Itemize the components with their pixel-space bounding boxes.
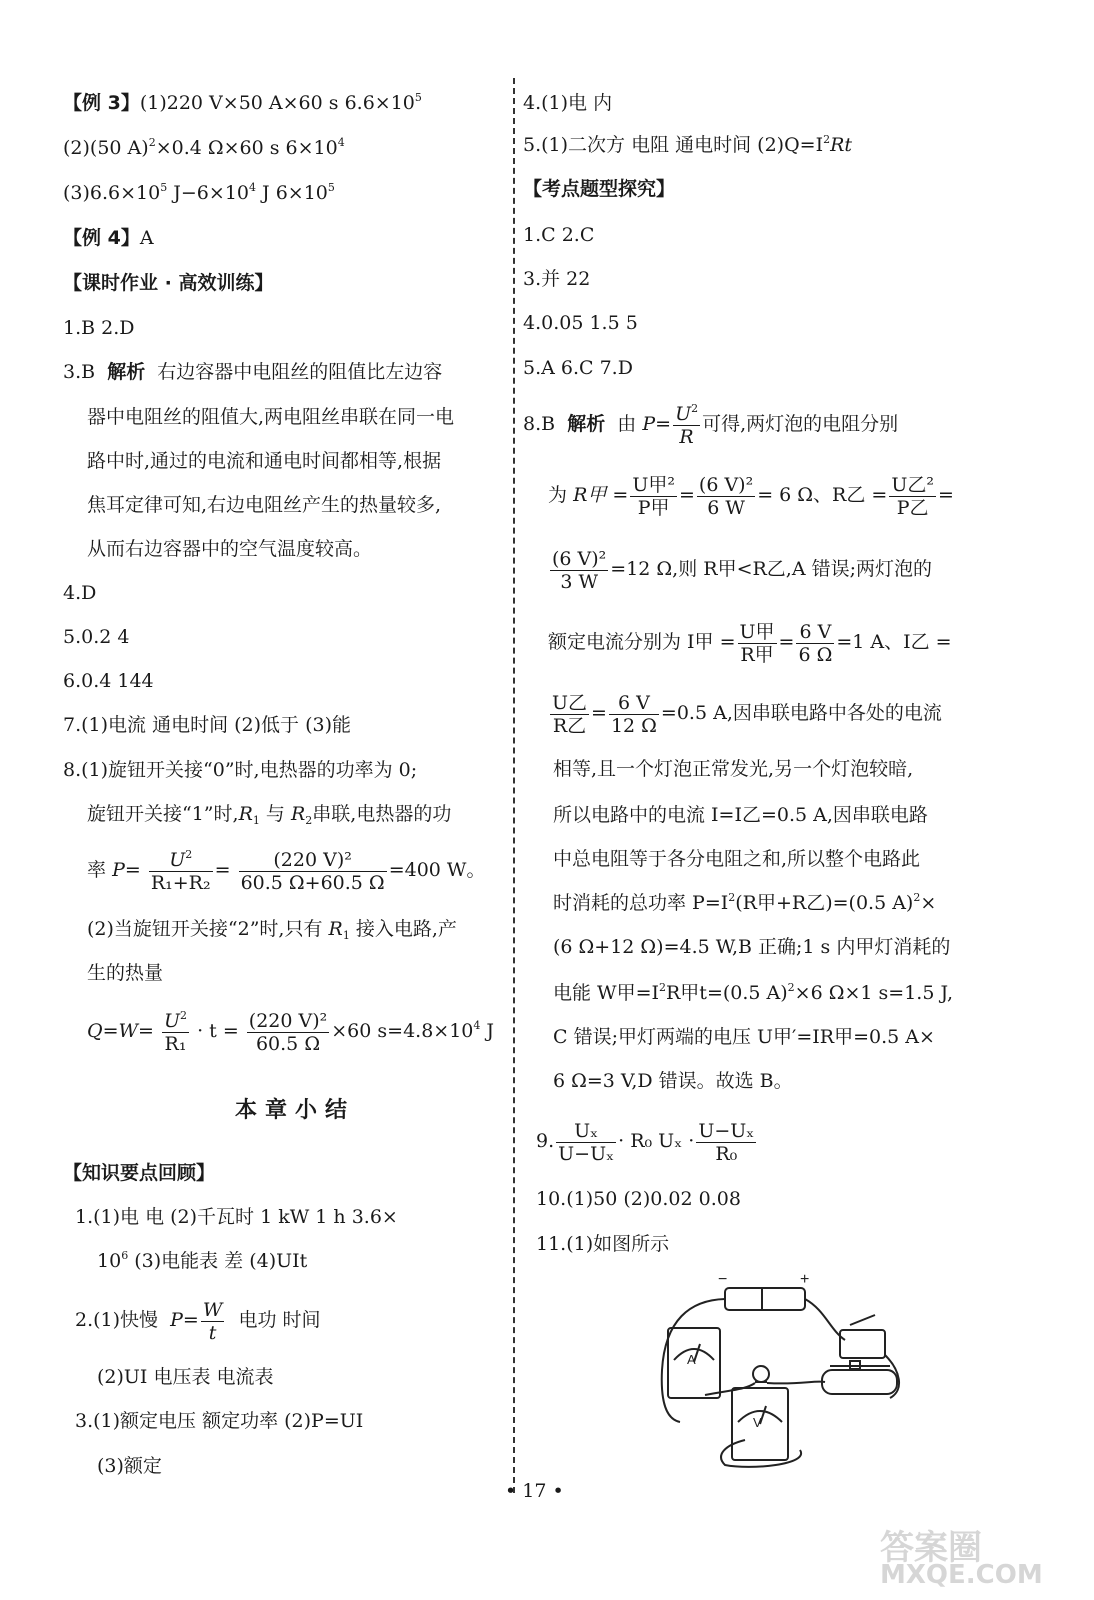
example-4: 【例 4】A bbox=[63, 227, 154, 249]
exam-8-line-13: 6 Ω=3 V,D 错误。故选 B。 bbox=[553, 1070, 793, 1092]
exam-8-line-5: U乙 R乙 = $\frac{6 V}{12 \Omega}$ =0.5 A,因串联电路中各处的电流 bbox=[552, 691, 942, 737]
fraction: $\frac{6 V}{6 \Omega}$ bbox=[798, 620, 833, 666]
fraction: U甲² P甲 bbox=[632, 473, 675, 519]
homework-8-line-2: 旋钮开关接“1”时$,R_1$ 与 $R_2$串联,电热器的功 bbox=[87, 803, 452, 827]
knowledge-1-line-1: 1.(1)电 电 (2)千瓦时 1 kW 1 h 3.6× bbox=[75, 1206, 398, 1228]
chapter-summary-title: 本章小结 bbox=[235, 1098, 356, 1123]
homework-heading: 【课时作业 · 高效训练】 bbox=[63, 272, 274, 294]
homework-3-line-4: 焦耳定律可知,右边电阻丝产生的热量较多, bbox=[87, 494, 442, 516]
exam-8-line-12: C 错误;甲灯两端的电压 U甲′=IR甲=0.5 A× bbox=[553, 1026, 935, 1048]
switch bbox=[840, 1330, 885, 1358]
fraction: U乙 R乙 bbox=[552, 691, 588, 737]
fraction: $\frac{\text{(6 V)²}}{6 W}$ bbox=[698, 473, 754, 519]
example-3-line-2: (2)(50 A)$^2$×0.4 Ω×60 s $6\times 10^4$ bbox=[63, 136, 345, 159]
exam-8-line-9: 时消耗的总功率 $P=I^2(R$甲+R乙)=(0.5 A)$^2$× bbox=[553, 891, 937, 914]
exam-8-line-10: (6 Ω+12 Ω)=4.5 W,B 正确;1 s 内甲灯消耗的 bbox=[553, 936, 951, 958]
fraction: $\frac{6 V}{12 \Omega}$ bbox=[610, 691, 657, 737]
exam-3: 3.并 22 bbox=[523, 268, 591, 290]
exam-5-6-7: 5.A 6.C 7.D bbox=[523, 357, 633, 379]
example-3-line-3: $(3)6.6\times 10^5$ $J-6\times 10^4$ J $6\times 10^5$ bbox=[63, 181, 335, 204]
knowledge-3-line-1: 3.(1)额定电压 额定功率 (2)P=UI bbox=[75, 1410, 364, 1432]
exam-8-line-2: 为 R甲 = U甲² P甲 = $\frac{\text{(6 V)²}}{6 W}$ = 6 Ω、R乙 = U乙² P乙 = bbox=[548, 473, 954, 519]
fraction: $\frac{\text{(6 V)²}}{3 W}$ bbox=[552, 547, 607, 593]
fraction: $\frac{W}{t}$ bbox=[202, 1298, 223, 1344]
voltmeter-label: V bbox=[753, 1415, 762, 1430]
rheostat bbox=[822, 1370, 897, 1394]
exam-11: 11.(1)如图所示 bbox=[536, 1233, 670, 1255]
exam-8-line-6: 相等,且一个灯泡正常发光,另一个灯泡较暗, bbox=[553, 758, 914, 780]
homework-4: 4.D bbox=[63, 582, 97, 604]
page-number: • 17 • bbox=[505, 1480, 564, 1502]
exam-heading: 【考点题型探究】 bbox=[523, 178, 676, 200]
battery-pack bbox=[725, 1288, 805, 1310]
knowledge-2-line-1: 2.(1)快慢 P= $\frac{W}{t}$ 电功 时间 bbox=[75, 1298, 321, 1344]
review-5: 5.(1)二次方 电阻 通电时间 $(2)Q=I^2Rt$ bbox=[523, 133, 853, 156]
battery-minus-label: − bbox=[718, 1271, 728, 1288]
fraction: $\frac{\text{U−Uₓ}}{\text{R₀}}$ bbox=[698, 1119, 755, 1165]
exam-8-line-8: 中总电阻等于各分电阻之和,所以整个电路此 bbox=[553, 848, 921, 870]
exam-8-line-7: 所以电路中的电流 I=I乙=0.5 A,因串联电路 bbox=[553, 804, 928, 826]
homework-8-power-formula: 率 P= $\frac{U^2}{\text{R₁+R₂}}$ = $\frac{\text{(220 V)²}}{60.5 \Omega+60.5 \Omega}$ =400 W。 bbox=[87, 847, 486, 894]
homework-3-line-2: 器中电阻丝的阻值大,两电阻丝串联在同一电 bbox=[87, 406, 455, 428]
ammeter-label: A bbox=[687, 1352, 696, 1367]
exam-8-line-4: 额定电流分别为 I甲 = U甲 R甲 = $\frac{6 V}{6 \Omega}$ =1 A、I乙 = bbox=[548, 620, 952, 666]
exam-8-line-11: 电能 W甲$=I^2R$甲t=(0.5 A)$^2$×6 Ω×1 s=1.5 J, bbox=[553, 981, 953, 1004]
knowledge-review-heading: 【知识要点回顾】 bbox=[63, 1162, 216, 1184]
fraction: U乙² P乙 bbox=[891, 473, 934, 519]
fraction: U甲 R甲 bbox=[739, 620, 775, 666]
exam-1-2: 1.C 2.C bbox=[523, 224, 595, 246]
battery-plus-label: + bbox=[800, 1271, 810, 1288]
fraction: $\frac{U^2}{\text{R₁}}$ bbox=[164, 1008, 188, 1055]
homework-3-line-3: 路中时,通过的电流和通电时间都相等,根据 bbox=[87, 450, 442, 472]
homework-7: 7.(1)电流 通电时间 (2)低于 (3)能 bbox=[63, 714, 351, 736]
exam-8-line-3: $\frac{\text{(6 V)²}}{3 W}$ =12 Ω,则 R甲<R乙,A 错误;两灯泡的 bbox=[552, 547, 932, 593]
knowledge-2-line-2: (2)UI 电压表 电流表 bbox=[97, 1366, 274, 1388]
exam-9: 9. $\frac{\text{Uₓ}}{\text{U−Uₓ}}$ · R₀ Uₓ · $\frac{\text{U−Uₓ}}{\text{R₀}}$ bbox=[536, 1119, 755, 1165]
exam-4: 4.0.05 1.5 5 bbox=[523, 312, 638, 334]
exam-10: 10.(1)50 (2)0.02 0.08 bbox=[536, 1188, 741, 1210]
homework-3-line-5: 从而右边容器中的空气温度较高。 bbox=[87, 538, 373, 560]
knowledge-1-line-2: $10^6$ (3)电能表 差 (4)UIt bbox=[97, 1249, 308, 1272]
fraction: $\frac{U^2}{\text{R₁+R₂}}$ bbox=[150, 847, 211, 894]
fraction: $\frac{\text{(220 V)²}}{60.5 \Omega}$ bbox=[248, 1009, 328, 1055]
homework-8-heat-formula: Q=W= $\frac{U^2}{\text{R₁}}$ · t = $\frac{\text{(220 V)²}}{60.5 \Omega}$ ×60 $s=4.8\times 10^4$ J bbox=[87, 1008, 495, 1055]
review-4: 4.(1)电 内 bbox=[523, 92, 613, 114]
watermark-url: MXQE.COM bbox=[880, 1560, 1043, 1590]
column-divider bbox=[513, 78, 515, 1493]
homework-1-2: 1.B 2.D bbox=[63, 317, 135, 339]
fraction: $\frac{\text{(220 V)²}}{60.5 \Omega+60.5 \Omega}$ bbox=[240, 848, 385, 894]
homework-5: 5.0.2 4 bbox=[63, 626, 130, 648]
bulb bbox=[753, 1366, 769, 1382]
fraction: $\frac{U^2}{R}$ bbox=[675, 401, 699, 448]
homework-3-line-1: 3.B 解析 右边容器中电阻丝的阻值比左边容 bbox=[63, 361, 443, 383]
example-3-line-1: 【例 3】(1)220 V×50 A×60 s $6.6\times 10^5$ bbox=[63, 91, 422, 114]
homework-8-line-1: 8.(1)旋钮开关接“0”时,电热器的功率为 0; bbox=[63, 759, 418, 781]
homework-8-line-4: (2)当旋钮开关接“2”时,只有 $R_1$ 接入电路,产 bbox=[87, 918, 457, 942]
watermark-logo: 答案圈 bbox=[880, 1528, 982, 1568]
knowledge-3-line-2: (3)额定 bbox=[97, 1455, 162, 1477]
homework-6: 6.0.4 144 bbox=[63, 670, 154, 692]
homework-8-line-5: 生的热量 bbox=[87, 962, 164, 984]
circuit-diagram bbox=[650, 1270, 920, 1470]
fraction: $\frac{\text{Uₓ}}{\text{U−Uₓ}}$ bbox=[558, 1119, 615, 1165]
exam-8-line-1: 8.B 解析 由 P= $\frac{U^2}{R}$ 可得,两灯泡的电阻分别 bbox=[523, 401, 899, 448]
